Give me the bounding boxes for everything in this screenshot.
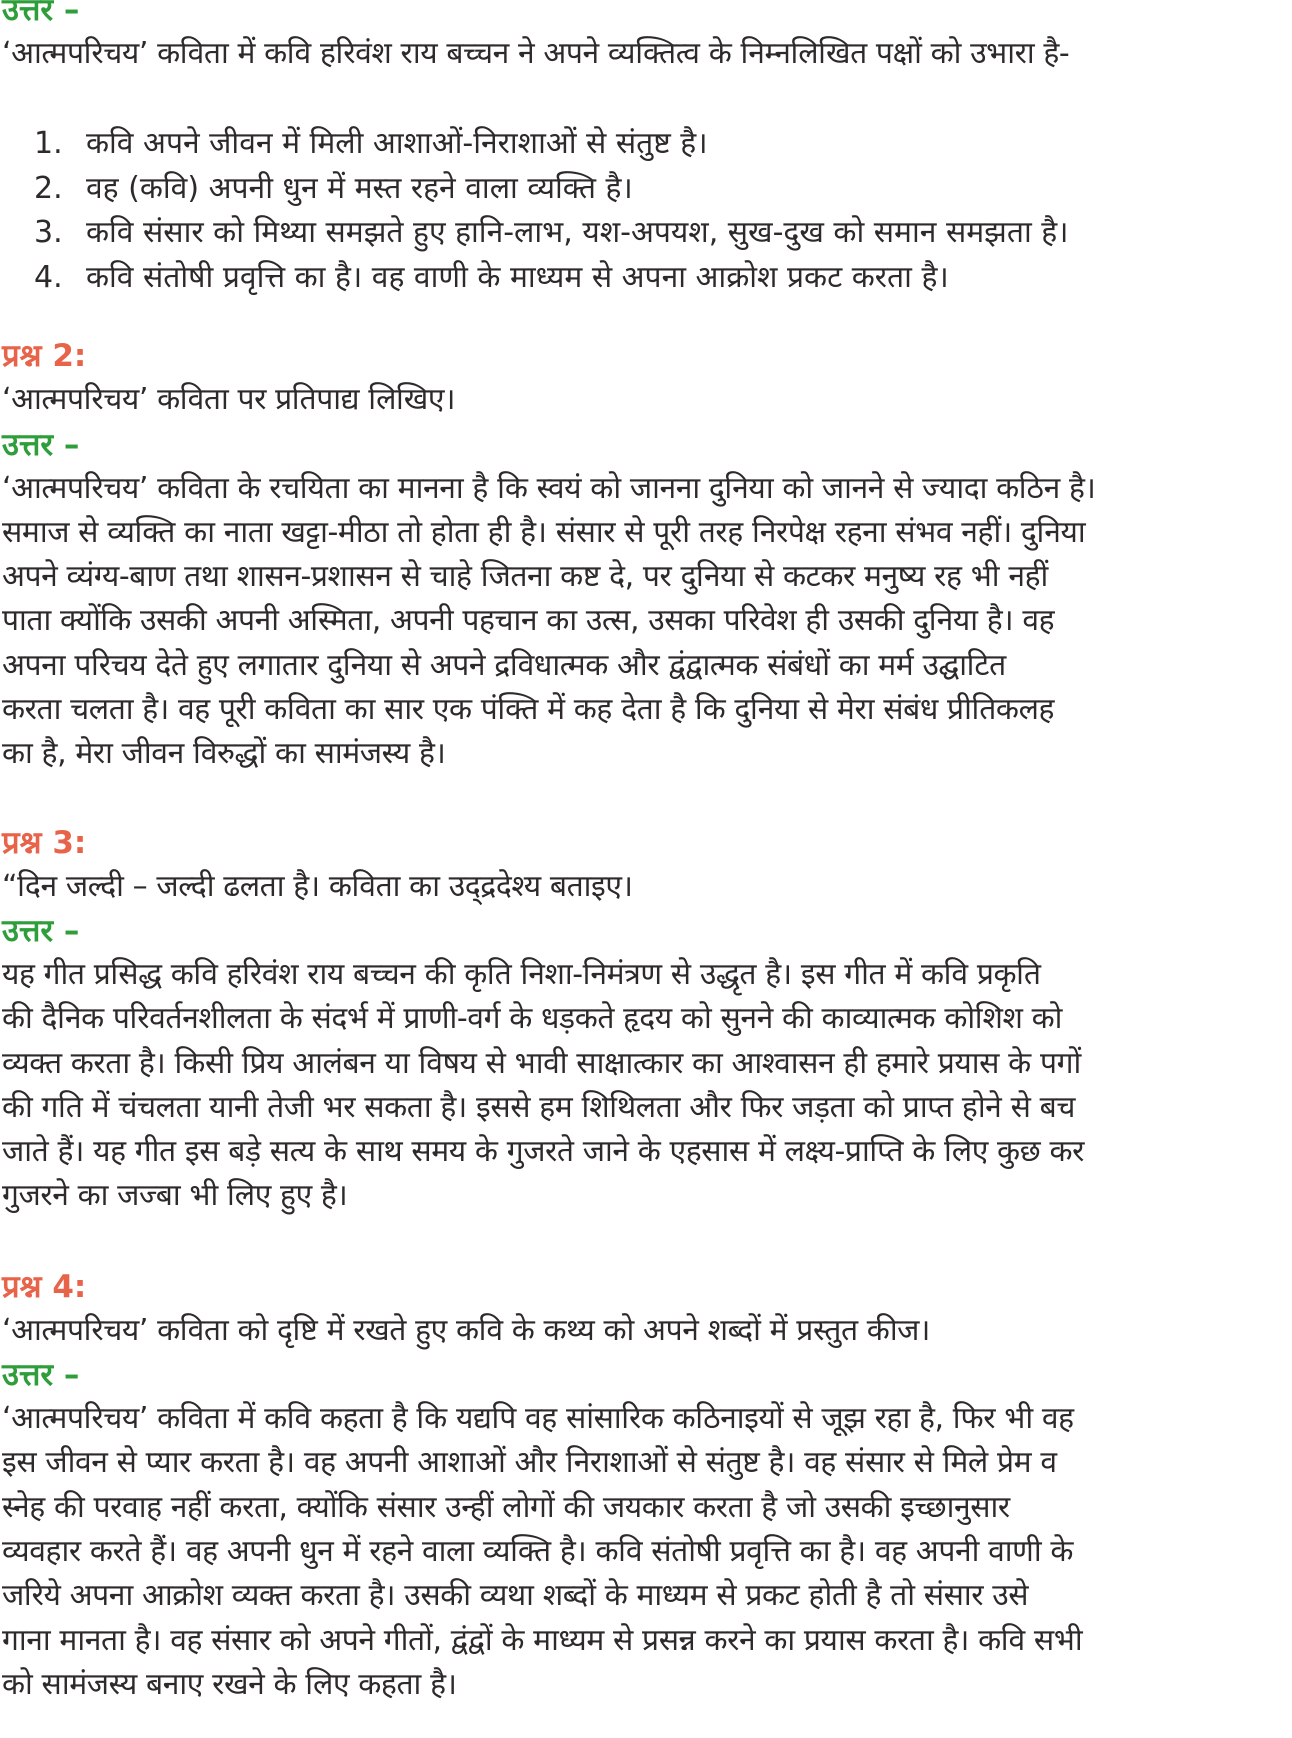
answer-line: गाना मानता है। वह संसार को अपने गीतों, द्वंद्वों के माध्यम से प्रसन्न करने का प्रयास करता है। कवि सभी (2, 1622, 1083, 1658)
list-item-number: 1. (34, 126, 63, 162)
question-text: ‘आत्मपरिचय’ कविता पर प्रतिपाद्य लिखिए। (2, 382, 456, 418)
question-label: प्रश्न 3: (2, 824, 87, 861)
answer-body (2, 467, 1287, 777)
answer-body (2, 1397, 1287, 1707)
answer-line: इस जीवन से प्यार करता है। वह अपनी आशाओं और निराशाओं से संतुष्ट है। वह संसार से मिले प्रेम व (2, 1445, 1057, 1481)
answer-line: की गति में चंचलता यानी तेजी भर सकता है। इससे हम शिथिलता और फिर जड़ता को प्राप्त होने से बच (2, 1089, 1075, 1125)
answer-line: गुजरने का जज्बा भी लिए हुए है। (2, 1178, 348, 1214)
list-item-number: 3. (34, 215, 63, 251)
answer-line: का है, मेरा जीवन विरुद्धों का सामंजस्य है। (2, 736, 446, 772)
question-text: “दिन जल्दी – जल्दी ढलता है। कविता का उद्द्रदेश्य बताइए। (2, 868, 633, 904)
answer-line: को सामंजस्य बनाए रखने के लिए कहता है। (2, 1666, 457, 1702)
list-item (2, 211, 1287, 256)
list-item-text: कवि संतोषी प्रवृत्ति का है। वह वाणी के माध्यम से अपना आक्रोश प्रकट करता है। (86, 259, 949, 295)
list-item-number: 2. (34, 170, 63, 206)
answer-line: जरिये अपना आक्रोश व्यक्त करता है। उसकी व्यथा शब्दों के माध्यम से प्रकट होती है तो संसार उसे (2, 1578, 1029, 1614)
list-item (2, 122, 1287, 167)
answer-intro: ‘आत्मपरिचय’ कविता में कवि हरिवंश राय बच्चन ने अपने व्यक्तित्व के निम्नलिखित पक्षों को उभारा है- (2, 36, 1070, 71)
list-item-number: 4. (34, 259, 63, 295)
question-label: प्रश्न 4: (2, 1268, 87, 1305)
answer-label: उत्तर – (2, 1357, 80, 1394)
answer-line: की दैनिक परिवर्तनशीलता के संदर्भ में प्राणी-वर्ग के धड़कते हृदय को सुनने की काव्यात्मक कोशिश को (2, 1001, 1063, 1037)
answer-line: पाता क्योंकि उसकी अपनी अस्मिता, अपनी पहचान का उत्स, उसका परिवेश ही उसकी दुनिया है। वह (2, 603, 1055, 639)
answer-points-list (2, 122, 1287, 300)
answer-line: ‘आत्मपरिचय’ कविता के रचयिता का मानना है कि स्वयं को जानना दुनिया को जानने से ज्यादा कठिन है। (2, 470, 1096, 506)
answer-line: जाते हैं। यह गीत इस बड़े सत्य के साथ समय के गुजरते जाने के एहसास में लक्ष्य-प्राप्ति के लिए कुछ कर (2, 1134, 1084, 1170)
answer-label: उत्तर – (2, 912, 80, 949)
document-page (2, 0, 1287, 1707)
list-item-text: वह (कवि) अपनी धुन में मस्त रहने वाला व्यक्ति है। (86, 170, 633, 206)
answer-label: उत्तर – (2, 0, 80, 28)
answer-line: स्नेह की परवाह नहीं करता, क्योंकि संसार उन्हीं लोगों की जयकार करता है जो उसकी इच्छानुसार (2, 1489, 1010, 1525)
answer-line: ‘आत्मपरिचय’ कविता में कवि कहता है कि यद्यपि वह सांसारिक कठिनाइयों से जूझ रहा है, फिर भी वह (2, 1401, 1074, 1437)
answer-line: अपने व्यंग्य-बाण तथा शासन-प्रशासन से चाहे जितना कष्ट दे, पर दुनिया से कटकर मनुष्य रह भी नहीं (2, 559, 1048, 595)
answer-line: यह गीत प्रसिद्ध कवि हरिवंश राय बच्चन की कृति निशा-निमंत्रण से उद्धृत है। इस गीत में कवि प्रकृति (2, 956, 1041, 992)
list-item (2, 256, 1287, 301)
question-text: ‘आत्मपरिचय’ कविता को दृष्टि में रखते हुए कवि के कथ्य को अपने शब्दों में प्रस्तुत कीज। (2, 1312, 931, 1348)
list-item-text: कवि अपने जीवन में मिली आशाओं-निराशाओं से संतुष्ट है। (86, 126, 708, 162)
answer-line: समाज से व्यक्ति का नाता खट्टा-मीठा तो होता ही है। संसार से पूरी तरह निरपेक्ष रहना संभव नहीं। दुनिया (2, 514, 1086, 550)
answer-line: व्यक्त करता है। किसी प्रिय आलंबन या विषय से भावी साक्षात्कार का आश्वासन ही हमारे प्रयास के पगों (2, 1045, 1081, 1081)
list-item (2, 167, 1287, 212)
answer-label: उत्तर – (2, 426, 80, 463)
list-item-text: कवि संसार को मिथ्या समझते हुए हानि-लाभ, यश-अपयश, सुख-दुख को समान समझता है। (86, 215, 1069, 251)
answer-body (2, 953, 1287, 1219)
answer-line: करता चलता है। वह पूरी कविता का सार एक पंक्ति में कह देता है कि दुनिया से मेरा संबंध प्रीतिकलह (2, 692, 1055, 728)
answer-line: अपना परिचय देते हुए लगातार दुनिया से अपने द्रविधात्मक और द्वंद्वात्मक संबंधों का मर्म उद्घाटित (2, 647, 1006, 683)
question-label: प्रश्न 2: (2, 338, 87, 375)
answer-line: व्यवहार करते हैं। वह अपनी धुन में रहने वाला व्यक्ति है। कवि संतोषी प्रवृत्ति का है। वह अपनी वाणी के (2, 1533, 1074, 1569)
